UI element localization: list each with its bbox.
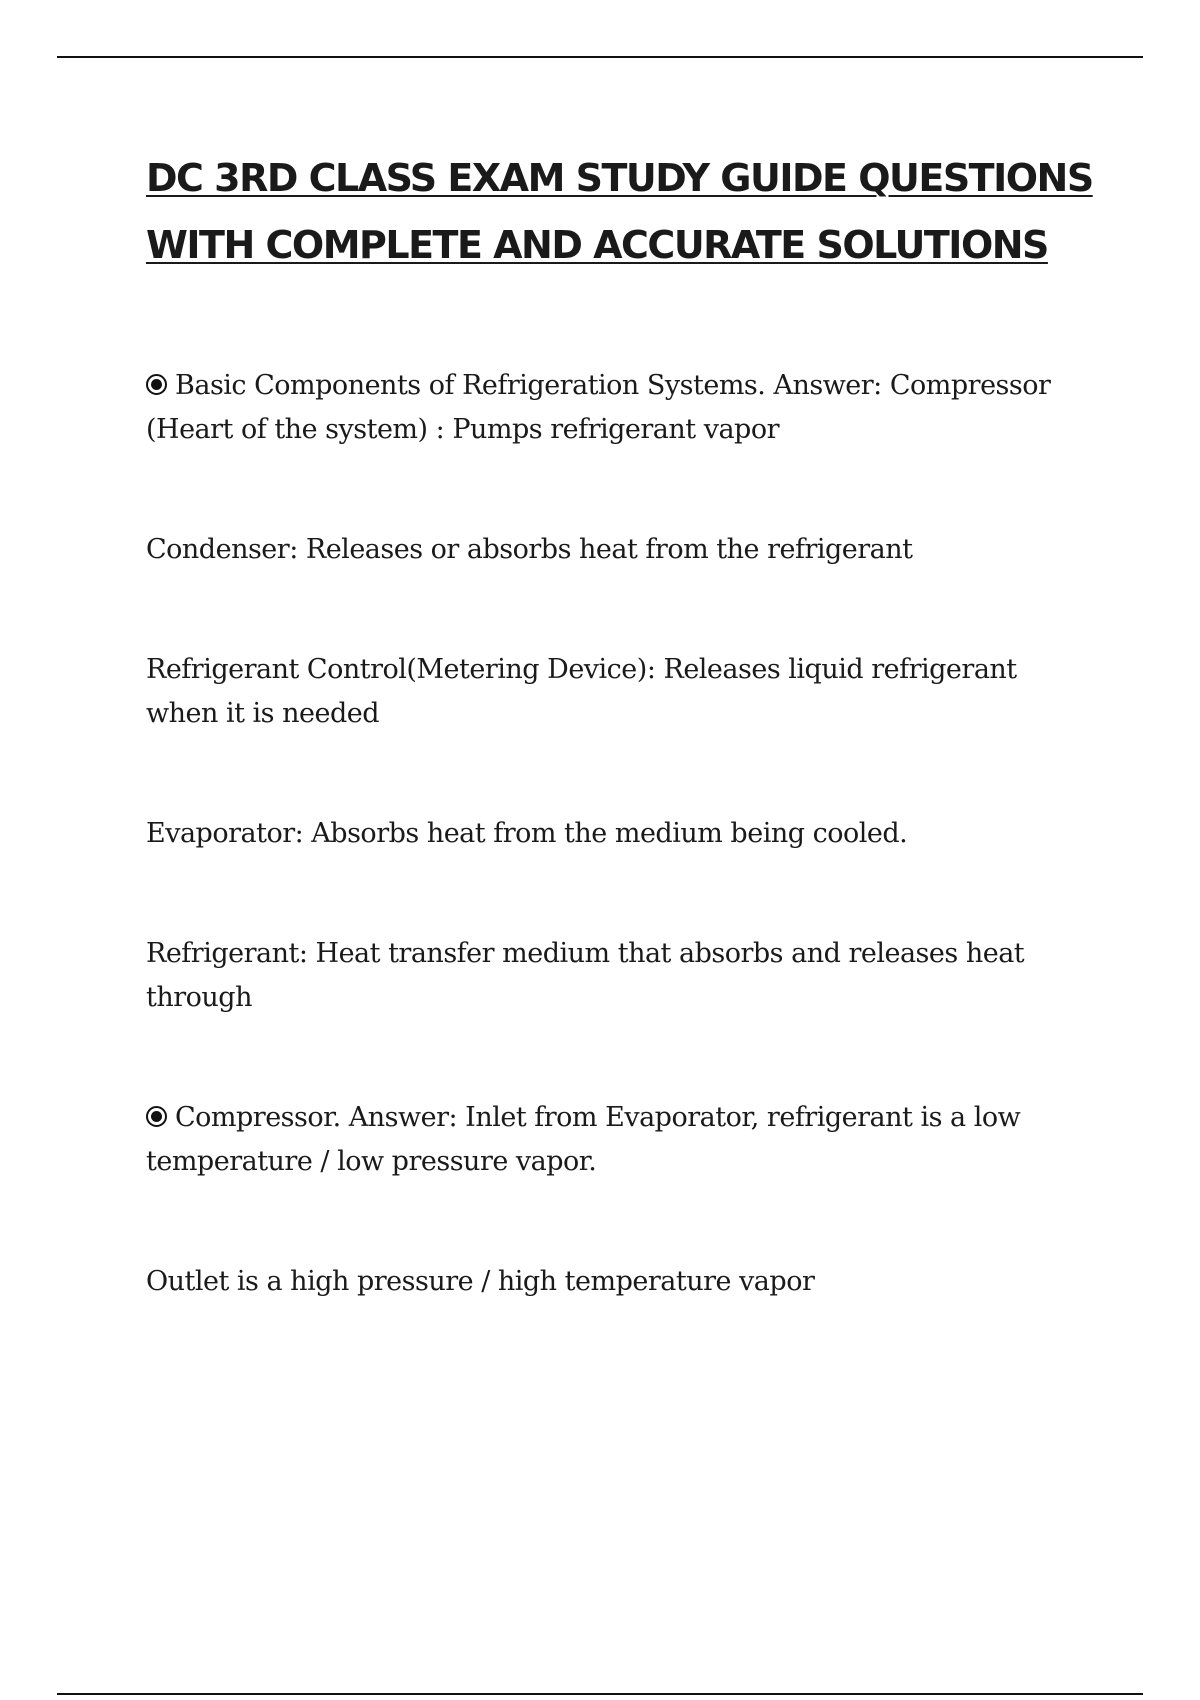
paragraph-text: Refrigerant: Heat transfer medium that absorbs and releases heat through [146, 938, 1025, 1013]
radio-bullet-icon [146, 1106, 167, 1127]
paragraph-text: Compressor. Answer: Inlet from Evaporator, refrigerant is a low temperature / low pressure vapor. [146, 1102, 1021, 1177]
answer-paragraph [146, 1260, 1096, 1304]
answer-paragraph [146, 932, 1096, 1020]
question-paragraph [146, 1096, 1096, 1184]
question-paragraph [146, 364, 1096, 452]
paragraph-text: Evaporator: Absorbs heat from the medium being cooled. [146, 818, 908, 849]
document-title: DC 3RD CLASS EXAM STUDY GUIDE QUESTIONS WITH COMPLETE AND ACCURATE SOLUTIONS [146, 156, 1093, 267]
top-divider [57, 56, 1143, 58]
qa-list [146, 364, 1096, 1304]
answer-paragraph [146, 812, 1096, 856]
paragraph-text: Basic Components of Refrigeration Systems. Answer: Compressor (Heart of the system) : Pumps refrigerant vapor [146, 370, 1051, 445]
paragraph-text: Refrigerant Control(Metering Device): Releases liquid refrigerant when it is needed [146, 654, 1017, 729]
answer-paragraph [146, 648, 1096, 736]
page-content [146, 145, 1096, 1380]
radio-bullet-icon [146, 374, 167, 395]
bottom-divider [57, 1693, 1143, 1695]
paragraph-text: Outlet is a high pressure / high temperature vapor [146, 1266, 815, 1297]
answer-paragraph [146, 528, 1096, 572]
paragraph-text: Condenser: Releases or absorbs heat from the refrigerant [146, 534, 913, 565]
